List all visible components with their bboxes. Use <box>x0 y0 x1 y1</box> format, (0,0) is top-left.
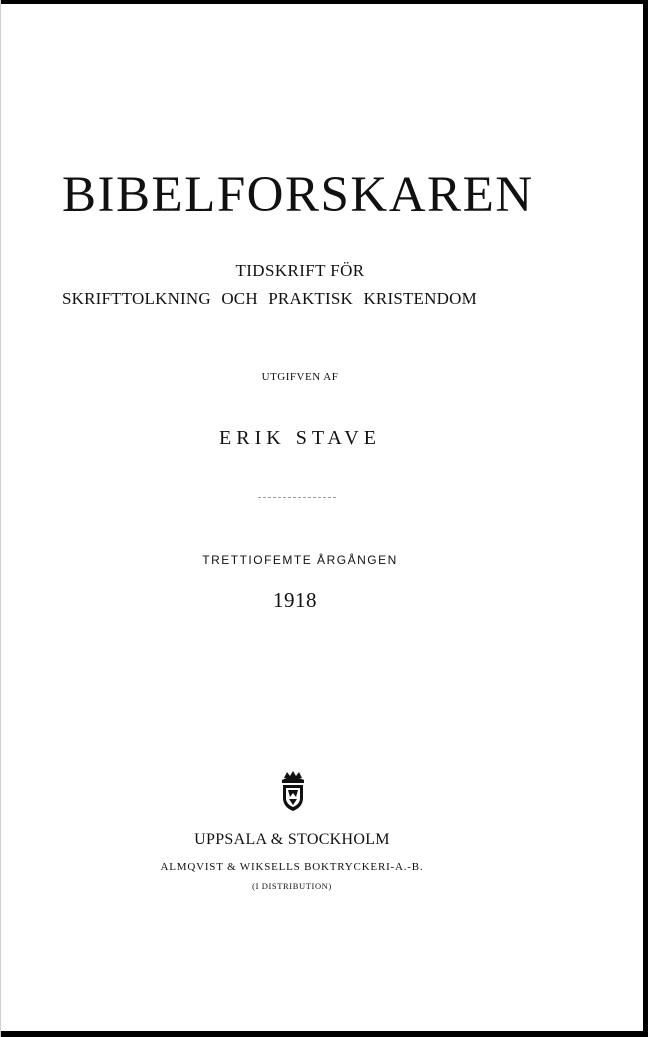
printer-emblem-icon <box>278 770 308 812</box>
scan-border-top <box>0 0 648 4</box>
editor-name: ERIK STAVE <box>219 427 381 449</box>
edited-by-label: UTGIFVEN AF <box>261 371 339 383</box>
subtitle-line-1: TIDSKRIFT FÖR <box>235 261 365 280</box>
publication-place: UPPSALA & STOCKHOLM <box>194 831 390 848</box>
volume-label: TRETTIOFEMTE ÅRGÅNGEN <box>202 553 398 567</box>
divider-rule <box>258 497 338 498</box>
subtitle-line-2: SKRIFTTOLKNING OCH PRAKTISK KRISTENDOM <box>62 289 477 308</box>
year: 1918 <box>273 588 317 612</box>
scan-border-bottom <box>0 1031 648 1037</box>
distribution-note: (I DISTRIBUTION) <box>252 881 332 891</box>
publisher-name: ALMQVIST & WIKSELLS BOKTRYCKERI-A.-B. <box>160 861 424 873</box>
scan-border-right <box>643 0 648 1037</box>
journal-title: BIBELFORSKAREN <box>62 167 534 223</box>
